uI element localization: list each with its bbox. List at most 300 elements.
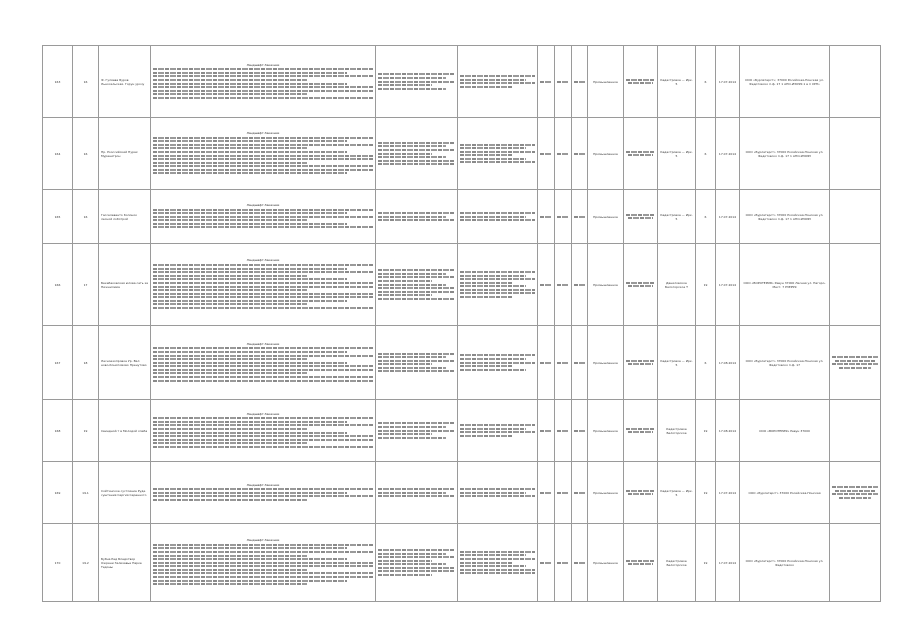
text-line bbox=[378, 145, 446, 147]
text-line bbox=[835, 360, 875, 362]
text-line bbox=[628, 285, 654, 287]
value-cell bbox=[555, 118, 572, 190]
text-line bbox=[460, 282, 513, 284]
text-line bbox=[153, 216, 373, 218]
text-line bbox=[460, 562, 513, 564]
text-line bbox=[460, 554, 526, 556]
text-line bbox=[153, 580, 347, 582]
text-line bbox=[153, 432, 347, 434]
protection-cell bbox=[458, 400, 538, 462]
block-heading: Ландшафт-Заказник bbox=[246, 202, 280, 207]
value-cell bbox=[538, 524, 555, 602]
text-line bbox=[460, 289, 535, 291]
text-line bbox=[153, 576, 373, 578]
text-line bbox=[153, 558, 347, 560]
text-line bbox=[460, 154, 513, 156]
value-cell bbox=[572, 326, 588, 400]
category-cell: Промышленное bbox=[588, 190, 624, 244]
text-line bbox=[153, 155, 373, 157]
text-line bbox=[628, 493, 654, 495]
organization-cell: ООО «Бурлатерст» 37000 Росийская-Нонская bbox=[740, 462, 830, 524]
value-cell bbox=[572, 46, 588, 118]
text-line bbox=[378, 488, 455, 490]
category-cell: Промышленное bbox=[588, 46, 624, 118]
text-line bbox=[378, 426, 446, 428]
text-line bbox=[153, 286, 373, 288]
date-cell: 17.08.2014 bbox=[716, 326, 740, 400]
text-line bbox=[378, 563, 446, 565]
text-line bbox=[460, 488, 535, 490]
text-line bbox=[460, 495, 535, 497]
text-line bbox=[626, 151, 655, 153]
text-line bbox=[557, 430, 569, 432]
text-line bbox=[628, 82, 654, 84]
text-line bbox=[153, 369, 373, 371]
category-cell: Промышленное bbox=[588, 326, 624, 400]
date-cell: 17.07.2014 bbox=[716, 190, 740, 244]
text-line bbox=[378, 84, 432, 86]
text-line bbox=[460, 431, 535, 433]
text-line bbox=[540, 284, 552, 286]
text-line bbox=[460, 275, 526, 277]
text-line bbox=[153, 165, 373, 167]
text-line bbox=[378, 370, 455, 372]
boundary-cell bbox=[376, 326, 458, 400]
text-line bbox=[378, 276, 455, 278]
text-line bbox=[378, 284, 446, 286]
description-cell bbox=[151, 46, 376, 118]
text-line bbox=[460, 79, 526, 81]
protection-cell bbox=[458, 244, 538, 326]
text-line bbox=[574, 153, 585, 155]
object-name: Бекебаковская юлова сеть за Нижнилима bbox=[99, 244, 151, 326]
text-line bbox=[378, 149, 455, 151]
text-line bbox=[378, 163, 455, 165]
text-line bbox=[153, 140, 347, 142]
text-line bbox=[835, 490, 875, 492]
text-line bbox=[460, 271, 535, 273]
text-line bbox=[460, 285, 526, 287]
table-row bbox=[43, 46, 881, 118]
text-line bbox=[460, 161, 535, 163]
text-line bbox=[626, 428, 655, 430]
text-line bbox=[153, 209, 373, 211]
text-line bbox=[153, 351, 347, 353]
text-line bbox=[153, 428, 307, 430]
text-line bbox=[378, 160, 455, 162]
text-line bbox=[153, 97, 373, 99]
text-line bbox=[540, 153, 552, 155]
note-cell bbox=[830, 326, 881, 400]
text-line bbox=[153, 83, 347, 85]
text-line bbox=[574, 284, 585, 286]
text-line bbox=[153, 442, 307, 444]
text-line bbox=[460, 569, 535, 571]
text-line bbox=[153, 380, 373, 382]
text-line bbox=[557, 492, 569, 494]
text-line bbox=[153, 446, 373, 448]
category-cell: Промышленное bbox=[588, 462, 624, 524]
text-line bbox=[153, 219, 307, 221]
text-line bbox=[574, 492, 585, 494]
boundary-cell bbox=[376, 244, 458, 326]
text-line bbox=[626, 560, 655, 562]
text-line bbox=[378, 433, 432, 435]
block-heading: Ландшафт-Заказник bbox=[246, 62, 280, 67]
text-line bbox=[153, 75, 373, 77]
text-line bbox=[460, 358, 526, 360]
text-line bbox=[153, 223, 347, 225]
text-line bbox=[153, 307, 373, 309]
text-line bbox=[153, 572, 373, 574]
text-line bbox=[378, 156, 446, 158]
text-line bbox=[153, 499, 307, 501]
category-cell: Промышленное bbox=[588, 118, 624, 190]
note-cell bbox=[830, 190, 881, 244]
text-line bbox=[378, 356, 446, 358]
note-cell bbox=[830, 400, 881, 462]
text-line bbox=[832, 486, 878, 488]
text-line bbox=[378, 560, 432, 562]
text-line bbox=[628, 563, 654, 565]
text-line bbox=[378, 549, 455, 551]
description-cell bbox=[151, 244, 376, 326]
description-cell bbox=[151, 400, 376, 462]
text-line bbox=[153, 151, 347, 153]
text-line bbox=[378, 567, 455, 569]
text-line bbox=[153, 565, 373, 567]
text-line bbox=[153, 90, 373, 92]
text-line bbox=[628, 363, 654, 365]
category-cell: Промышленное bbox=[588, 400, 624, 462]
text-line bbox=[153, 365, 373, 367]
text-line bbox=[626, 490, 655, 492]
text-line bbox=[153, 158, 373, 160]
table-row bbox=[43, 400, 881, 462]
text-line bbox=[832, 493, 878, 495]
text-line bbox=[540, 562, 552, 564]
value-cell bbox=[555, 244, 572, 326]
table-row bbox=[43, 462, 881, 524]
date-cell: 17.08.2014 bbox=[716, 400, 740, 462]
value-cell bbox=[538, 462, 555, 524]
note-cell bbox=[830, 244, 881, 326]
organization-cell: ООО «Бурлатерст» 37000 Росийская-Нонская ул. Федотовско п.ф. 17 1 АНО-ИЗОЯУ bbox=[740, 118, 830, 190]
row-number: 167 bbox=[43, 326, 73, 400]
block-heading: Ландшафт-Заказник bbox=[246, 411, 280, 416]
organization-cell: ООО «ВОРОТЕРИЯ» Ревун 37000 Лесная ул. Нагоро-Мест. 7 РЗЕРУЯ bbox=[740, 244, 830, 326]
row-number: 168 bbox=[43, 400, 73, 462]
date-cell: 17.07.2014 bbox=[716, 524, 740, 602]
text-line bbox=[557, 362, 569, 364]
object-name: Бубна Ред Бледотвор Ожрени Зализавье Парке Тедоны bbox=[99, 524, 151, 602]
text-line bbox=[153, 137, 373, 139]
organization-cell: ООО «ВОРОТЕРИЯ» Ревун 37000 bbox=[740, 400, 830, 462]
text-line bbox=[378, 273, 446, 275]
text-line bbox=[540, 362, 552, 364]
text-line bbox=[378, 360, 455, 362]
object-name: Лесноезопровое Ур. Вал ново-Конопомово Пренутово bbox=[99, 326, 151, 400]
text-line bbox=[153, 289, 307, 291]
text-line bbox=[378, 142, 455, 144]
registry-table bbox=[42, 45, 881, 602]
text-line bbox=[460, 82, 535, 84]
value-cell bbox=[538, 326, 555, 400]
text-line bbox=[153, 278, 347, 280]
text-line bbox=[153, 492, 347, 494]
row-number: 163 bbox=[43, 46, 73, 118]
district-cell: Кадастровое — Ирк. 5 bbox=[658, 46, 696, 118]
text-line bbox=[460, 365, 513, 367]
note-cell bbox=[830, 46, 881, 118]
value-cell bbox=[555, 190, 572, 244]
text-line bbox=[153, 435, 373, 437]
text-line bbox=[557, 153, 569, 155]
text-line bbox=[153, 72, 347, 74]
district-cell: Кадастровое Белогорское bbox=[658, 400, 696, 462]
text-line bbox=[557, 284, 569, 286]
row-number: 166 bbox=[43, 244, 73, 326]
district-cell: Кадастровое — Ирк. 5 bbox=[658, 118, 696, 190]
row-subnumber: 16 bbox=[73, 118, 99, 190]
text-line bbox=[574, 562, 585, 564]
date-cell: 17.07.2014 bbox=[716, 46, 740, 118]
text-line bbox=[628, 431, 654, 433]
text-line bbox=[460, 424, 535, 426]
text-line bbox=[460, 278, 535, 280]
text-line bbox=[626, 282, 655, 284]
block-heading: Ландшафт-Заказник bbox=[246, 482, 280, 487]
row-subnumber: 19 bbox=[73, 400, 99, 462]
profile-cell bbox=[624, 400, 658, 462]
district-cell: Кадастровое — Ирк. 5 bbox=[658, 190, 696, 244]
boundary-cell bbox=[376, 118, 458, 190]
text-line bbox=[153, 268, 347, 270]
text-line bbox=[153, 79, 307, 81]
text-line bbox=[153, 226, 373, 228]
text-line bbox=[460, 362, 535, 364]
text-line bbox=[460, 75, 535, 77]
boundary-cell bbox=[376, 400, 458, 462]
code-cell: 19 bbox=[696, 524, 716, 602]
text-line bbox=[839, 497, 871, 499]
text-line bbox=[540, 81, 552, 83]
text-line bbox=[153, 358, 307, 360]
text-line bbox=[460, 147, 526, 149]
object-name: Свиндной т в Молодой хлеба bbox=[99, 400, 151, 462]
text-line bbox=[378, 437, 446, 439]
row-subnumber: 16 bbox=[73, 190, 99, 244]
code-cell: 6 bbox=[696, 326, 716, 400]
value-cell bbox=[572, 190, 588, 244]
text-line bbox=[460, 551, 535, 553]
description-cell bbox=[151, 326, 376, 400]
text-line bbox=[153, 275, 307, 277]
protection-cell bbox=[458, 326, 538, 400]
text-line bbox=[153, 93, 307, 95]
block-heading: Ландшафт-Заказник bbox=[246, 130, 280, 135]
row-number: 170 bbox=[43, 524, 73, 602]
boundary-cell bbox=[376, 190, 458, 244]
text-line bbox=[378, 363, 432, 365]
document-page bbox=[42, 45, 880, 601]
row-number: 165 bbox=[43, 190, 73, 244]
table-row bbox=[43, 118, 881, 190]
value-cell bbox=[538, 244, 555, 326]
text-line bbox=[460, 219, 535, 221]
text-line bbox=[460, 558, 535, 560]
text-line bbox=[460, 435, 513, 437]
district-cell: Кадастровое — Ирк. 5 bbox=[658, 326, 696, 400]
text-line bbox=[378, 294, 432, 296]
row-subnumber: 18 bbox=[73, 326, 99, 400]
text-line bbox=[540, 430, 552, 432]
text-line bbox=[378, 73, 455, 75]
text-line bbox=[378, 298, 455, 300]
text-line bbox=[153, 303, 307, 305]
text-line bbox=[378, 553, 446, 555]
note-cell bbox=[830, 118, 881, 190]
boundary-cell bbox=[376, 524, 458, 602]
text-line bbox=[153, 212, 347, 214]
description-cell bbox=[151, 524, 376, 602]
value-cell bbox=[538, 400, 555, 462]
text-line bbox=[540, 492, 552, 494]
text-line bbox=[153, 544, 373, 546]
note-cell bbox=[830, 524, 881, 602]
text-line bbox=[378, 492, 446, 494]
text-line bbox=[378, 219, 455, 221]
text-line bbox=[557, 81, 569, 83]
text-line bbox=[460, 216, 526, 218]
value-cell bbox=[572, 118, 588, 190]
row-subnumber: 19.2 bbox=[73, 524, 99, 602]
text-line bbox=[153, 162, 307, 164]
text-line bbox=[378, 570, 455, 572]
object-name: Ф. Гуляева Буров Льносельская. Горун урочу bbox=[99, 46, 151, 118]
value-cell bbox=[555, 400, 572, 462]
block-heading: Ландшафт-Заказник bbox=[246, 341, 280, 346]
text-line bbox=[378, 430, 455, 432]
value-cell bbox=[572, 244, 588, 326]
text-line bbox=[378, 77, 446, 79]
district-cell: Кадастровое Белогорское bbox=[658, 524, 696, 602]
text-line bbox=[153, 417, 373, 419]
profile-cell bbox=[624, 190, 658, 244]
note-cell bbox=[830, 462, 881, 524]
text-line bbox=[153, 68, 373, 70]
text-line bbox=[574, 430, 585, 432]
text-line bbox=[460, 86, 513, 88]
value-cell bbox=[538, 190, 555, 244]
value-cell bbox=[572, 400, 588, 462]
profile-cell bbox=[624, 326, 658, 400]
text-line bbox=[626, 79, 655, 81]
text-line bbox=[626, 360, 655, 362]
profile-cell bbox=[624, 46, 658, 118]
text-line bbox=[153, 495, 373, 497]
text-line bbox=[378, 212, 455, 214]
protection-cell bbox=[458, 524, 538, 602]
protection-cell bbox=[458, 46, 538, 118]
text-line bbox=[460, 212, 535, 214]
text-line bbox=[378, 269, 455, 271]
text-line bbox=[626, 214, 655, 216]
profile-cell bbox=[624, 524, 658, 602]
text-line bbox=[460, 354, 535, 356]
row-subnumber: 16 bbox=[73, 46, 99, 118]
row-number: 164 bbox=[43, 118, 73, 190]
district-cell: Даниловское Белогорское Т bbox=[658, 244, 696, 326]
profile-cell bbox=[624, 244, 658, 326]
value-cell bbox=[555, 462, 572, 524]
text-line bbox=[460, 492, 526, 494]
value-cell bbox=[555, 46, 572, 118]
text-line bbox=[460, 428, 526, 430]
text-line bbox=[832, 363, 878, 365]
text-line bbox=[153, 488, 373, 490]
text-line bbox=[832, 356, 878, 358]
text-line bbox=[153, 424, 373, 426]
protection-cell bbox=[458, 118, 538, 190]
text-line bbox=[839, 367, 871, 369]
table-row bbox=[43, 190, 881, 244]
text-line bbox=[153, 172, 347, 174]
text-line bbox=[378, 353, 455, 355]
code-cell: 19 bbox=[696, 244, 716, 326]
text-line bbox=[574, 362, 585, 364]
text-line bbox=[378, 280, 432, 282]
text-line bbox=[153, 439, 373, 441]
text-line bbox=[153, 355, 373, 357]
text-line bbox=[153, 264, 373, 266]
text-line bbox=[153, 144, 373, 146]
text-line bbox=[378, 88, 446, 90]
row-subnumber: 19.1 bbox=[73, 462, 99, 524]
category-cell: Промышленное bbox=[588, 244, 624, 326]
value-cell bbox=[572, 524, 588, 602]
code-cell: 6 bbox=[696, 190, 716, 244]
value-cell bbox=[538, 118, 555, 190]
code-cell: 6 bbox=[696, 118, 716, 190]
text-line bbox=[153, 169, 373, 171]
text-line bbox=[460, 572, 535, 574]
text-line bbox=[378, 81, 455, 83]
text-line bbox=[460, 369, 526, 371]
table-row bbox=[43, 326, 881, 400]
profile-cell bbox=[624, 118, 658, 190]
text-line bbox=[153, 362, 347, 364]
district-cell: Кадастровое — Ирк. 5 bbox=[658, 462, 696, 524]
date-cell: 17.07.2014 bbox=[716, 118, 740, 190]
date-cell: 17.07.2014 bbox=[716, 244, 740, 326]
text-line bbox=[460, 151, 535, 153]
text-line bbox=[153, 583, 307, 585]
text-line bbox=[153, 569, 307, 571]
text-line bbox=[460, 292, 535, 294]
organization-cell: ООО «Бурлатерст» 37000 Росийская-Нонская ул. Федотовско bbox=[740, 524, 830, 602]
text-line bbox=[378, 556, 455, 558]
table-row bbox=[43, 524, 881, 602]
text-line bbox=[378, 495, 455, 497]
text-line bbox=[557, 216, 569, 218]
code-cell: 19 bbox=[696, 400, 716, 462]
text-line bbox=[153, 551, 373, 553]
organization-cell: ООО «Бурлатерст»; 37000 Росийская-Нонская ул. Федотовско п.ф. 17 1 АНО-ИЗОЯУ-1 в п ХРП» bbox=[740, 46, 830, 118]
text-line bbox=[378, 574, 432, 576]
description-cell bbox=[151, 190, 376, 244]
value-cell bbox=[555, 326, 572, 400]
